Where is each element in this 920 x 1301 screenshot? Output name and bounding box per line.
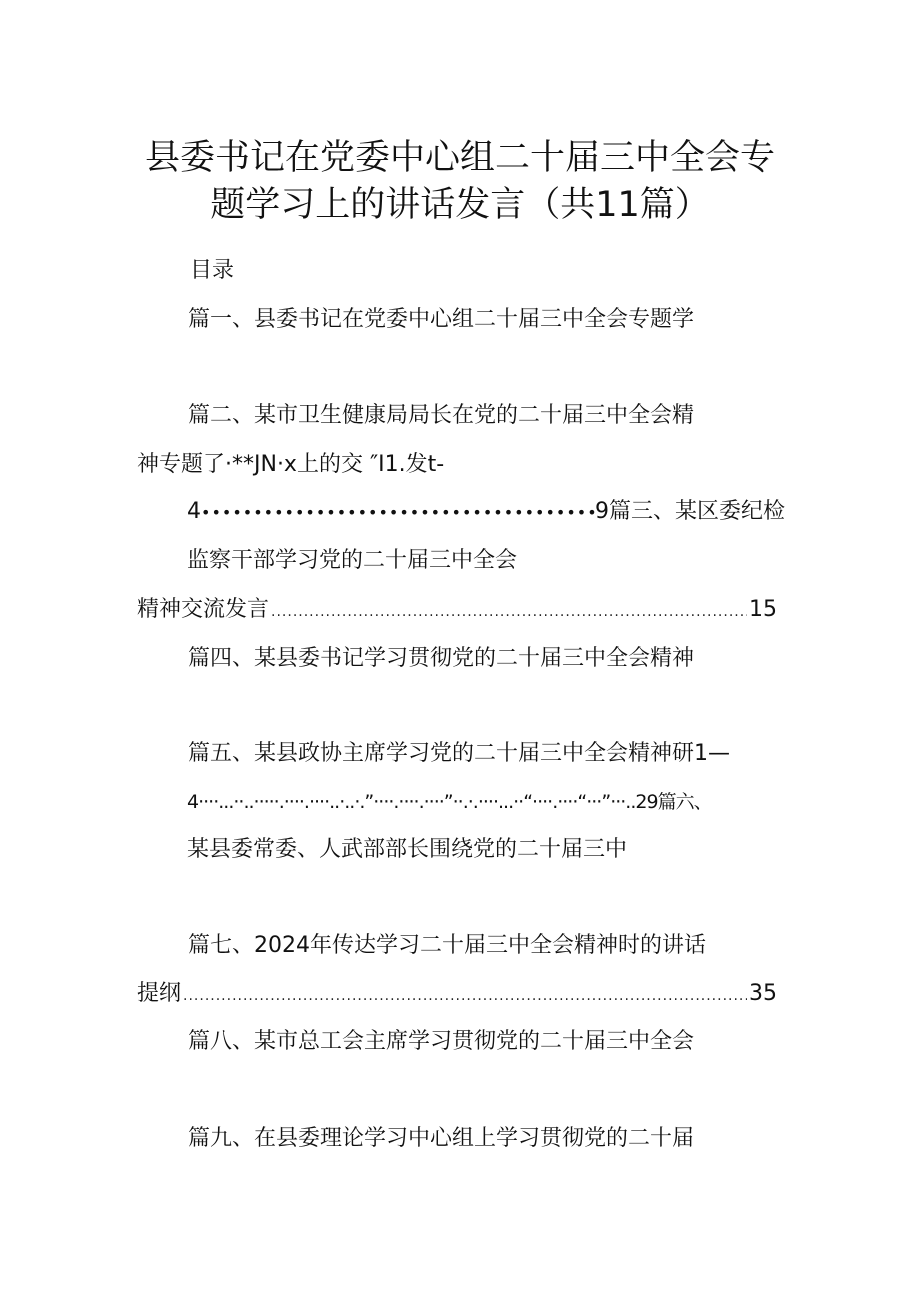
toc-line: 篇七、2024年传达学习二十届三中全会精神时的讲话 [188,933,706,958]
toc-entry-text: 提纲 [137,981,182,1006]
toc-line-with-page [137,980,777,1010]
toc-line: 篇一、县委书记在党委中心组二十届三中全会专题学 [188,307,695,332]
toc-line: 篇九、在县委理论学习中心组上学习贯彻党的二十届 [188,1126,695,1151]
toc-line: 篇四、某县委书记学习贯彻党的二十届三中全会精神 [188,646,695,671]
toc-page-number: 15 [749,597,777,622]
toc-heading: 目录 [190,258,235,283]
bullet-leader [201,499,595,527]
dot-leader [271,598,747,626]
toc-line: 监察干部学习党的二十届三中全会 [187,548,518,573]
document-title-line-2: 题学习上的讲话发言（共11篇） [210,185,710,225]
dot-leader [183,982,747,1010]
toc-line: 神专题了·**JN·x上的交 ″I1.发t- [137,452,445,477]
toc-line: 篇五、某县政协主席学习党的二十届三中全会精神研1— [188,741,730,766]
document-title-line-1: 县委书记在党委中心组二十届三中全会专 [144,138,775,178]
toc-entry-text: 精神交流发言 [137,597,270,622]
toc-line-with-page [137,596,777,626]
toc-line-start: 4 [187,499,201,524]
toc-line-end: 9篇三、某区委纪检 [595,499,785,524]
toc-line: 4····...··..·····.····.····..·..·.”····.····.····”··.·.····...··“····.····“···”···..29篇六、 [187,791,712,813]
toc-page-number: 35 [749,981,777,1006]
toc-line: 篇二、某市卫生健康局局长在党的二十届三中全会精 [188,403,695,428]
toc-line: 篇八、某市总工会主席学习贯彻党的二十届三中全会 [188,1029,695,1054]
toc-line-bullets [187,498,785,527]
toc-line: 某县委常委、人武部部长围绕党的二十届三中 [187,837,628,862]
